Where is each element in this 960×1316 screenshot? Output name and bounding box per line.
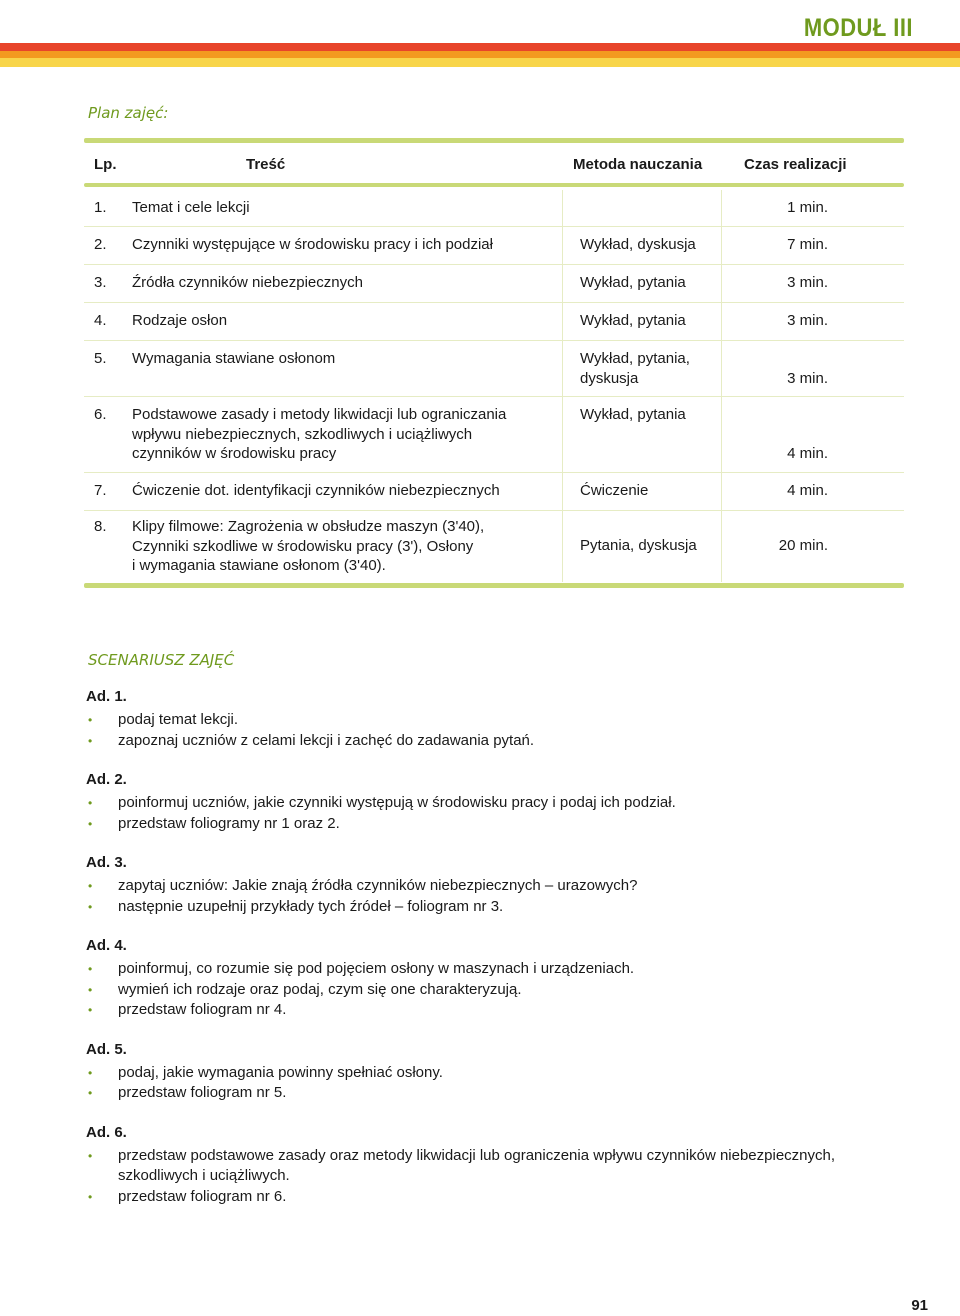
row-number: 6. xyxy=(94,406,107,423)
row-number: 8. xyxy=(94,518,107,535)
table-header xyxy=(84,156,904,176)
row-time: 3 min. xyxy=(787,312,828,329)
row-method-line: Wykład, dyskusja xyxy=(580,236,696,253)
list-item-text: poinformuj uczniów, jakie czynniki występują w środowisku pracy i podaj ich podział. xyxy=(118,794,676,811)
list-item-text: zapytaj uczniów: Jakie znają źródła czynników niebezpiecznych – urazowych? xyxy=(118,877,638,894)
bullet-icon: • xyxy=(88,899,93,914)
table-row xyxy=(84,397,904,473)
header-stripe-red xyxy=(0,43,960,51)
list-item xyxy=(86,959,886,980)
scenario-bullet-list xyxy=(86,876,886,917)
row-topic-line: i wymagania stawiane osłonom (3'40). xyxy=(132,557,386,574)
list-item xyxy=(86,876,886,897)
row-method-line: Wykład, pytania xyxy=(580,406,686,423)
row-topic xyxy=(132,349,542,369)
table-row xyxy=(84,473,904,511)
row-number: 7. xyxy=(94,482,107,499)
list-item xyxy=(86,814,886,835)
row-topic xyxy=(132,517,542,576)
row-method-line: dyskusja xyxy=(580,369,639,387)
list-item xyxy=(86,1146,886,1187)
header-stripe-yellow xyxy=(0,58,960,67)
row-method xyxy=(580,273,720,293)
row-topic xyxy=(132,405,542,464)
scenario-content xyxy=(86,688,886,1207)
list-item xyxy=(86,897,886,918)
row-topic xyxy=(132,311,542,331)
list-item-text: przedstaw foliogram nr 6. xyxy=(118,1187,287,1205)
list-item-text: podaj, jakie wymagania powinny spełniać osłony. xyxy=(118,1063,443,1081)
scenario-bullet-list xyxy=(86,710,886,751)
row-topic-line: Rodzaje osłon xyxy=(132,312,228,329)
row-method xyxy=(580,235,720,255)
bullet-icon: • xyxy=(88,879,93,893)
row-time: 1 min. xyxy=(787,199,828,216)
plan-heading: Plan zajęć: xyxy=(88,104,169,122)
table-row xyxy=(84,265,904,303)
column-header-lp: Lp. xyxy=(94,156,117,173)
column-header-tresc: Treść xyxy=(246,156,286,173)
list-item-text: przedstaw podstawowe zasady oraz metody likwidacji lub ograniczenia wpływu czynników niebezpiecznych, szkodliwych i uciążliwych. xyxy=(118,1146,836,1184)
page-number: 91 xyxy=(911,1297,928,1314)
bullet-icon: • xyxy=(88,816,93,831)
scenario-bullet-list xyxy=(86,1063,886,1104)
scenario-section-title: Ad. 3. xyxy=(86,854,127,871)
column-header-metoda: Metoda nauczania xyxy=(573,156,703,173)
bullet-icon: • xyxy=(88,1086,93,1100)
row-method xyxy=(580,405,720,425)
table-row xyxy=(84,227,904,265)
list-item xyxy=(86,1063,886,1084)
row-topic-line: Temat i cele lekcji xyxy=(132,199,250,216)
row-topic xyxy=(132,198,542,218)
bullet-icon: • xyxy=(88,1003,93,1017)
bullet-icon: • xyxy=(88,796,93,810)
row-topic-line: wpływu niebezpiecznych, szkodliwych i uciążliwych xyxy=(132,425,473,443)
list-item-text: poinformuj, co rozumie się pod pojęciem osłony w maszynach i urządzeniach. xyxy=(118,960,635,977)
table-row xyxy=(84,511,904,583)
row-topic-line: czynników w środowisku pracy xyxy=(132,445,337,462)
list-item xyxy=(86,1000,886,1021)
row-topic-line: Czynniki występujące w środowisku pracy i ich podział xyxy=(132,236,493,253)
bullet-icon: • xyxy=(88,962,93,976)
scenario-section-title: Ad. 2. xyxy=(86,771,127,788)
bullet-icon: • xyxy=(88,982,93,997)
list-item-text: zapoznaj uczniów z celami lekcji i zachęć do zadawania pytań. xyxy=(118,731,535,749)
list-item-text: przedstaw foliogramy nr 1 oraz 2. xyxy=(118,814,340,832)
row-topic-line: Podstawowe zasady i metody likwidacji lub ograniczania xyxy=(132,406,507,423)
list-item-text: przedstaw foliogram nr 4. xyxy=(118,1001,287,1018)
row-time: 20 min. xyxy=(778,537,828,554)
bullet-icon: • xyxy=(88,733,93,748)
row-topic-line: Źródła czynników niebezpiecznych xyxy=(132,274,363,291)
scenario-heading: SCENARIUSZ ZAJĘĆ xyxy=(88,651,235,669)
row-number: 3. xyxy=(94,274,107,291)
table-top-rule xyxy=(84,138,904,143)
row-topic xyxy=(132,273,542,293)
row-method xyxy=(580,481,720,501)
scenario-section-title: Ad. 6. xyxy=(86,1123,127,1141)
table-row xyxy=(84,303,904,341)
row-method-line: Pytania, dyskusja xyxy=(580,537,697,554)
row-method-line: Wykład, pytania xyxy=(580,312,686,329)
row-topic xyxy=(132,481,542,501)
row-topic-line: Czynniki szkodliwe w środowisku pracy (3'), Osłony xyxy=(132,537,474,555)
scenario-section-title: Ad. 1. xyxy=(86,688,127,705)
header-stripe-orange xyxy=(0,51,960,58)
row-method-line: Ćwiczenie xyxy=(580,482,649,499)
list-item xyxy=(86,710,886,731)
row-topic-line: Klipy filmowe: Zagrożenia w obsłudze maszyn (3'40), xyxy=(132,518,485,535)
row-method xyxy=(580,536,720,556)
row-number: 5. xyxy=(94,350,107,367)
scenario-bullet-list xyxy=(86,793,886,834)
list-item xyxy=(86,980,886,1001)
list-item xyxy=(86,1187,886,1208)
module-title: MODUŁ III xyxy=(803,14,913,42)
list-item-text: wymień ich rodzaje oraz podaj, czym się one charakteryzują. xyxy=(118,980,522,998)
row-number: 4. xyxy=(94,312,107,329)
row-number: 1. xyxy=(94,199,107,216)
table-row xyxy=(84,341,904,397)
list-item xyxy=(86,793,886,814)
row-time: 3 min. xyxy=(787,274,828,291)
list-item xyxy=(86,1083,886,1104)
row-method-line: Wykład, pytania xyxy=(580,274,686,291)
row-time: 7 min. xyxy=(787,236,828,253)
scenario-section-title: Ad. 5. xyxy=(86,1040,127,1058)
table-row xyxy=(84,190,904,227)
row-time: 3 min. xyxy=(787,370,828,387)
table-bottom-rule xyxy=(84,583,904,588)
bullet-icon: • xyxy=(88,1148,93,1163)
row-topic-line: Wymagania stawiane osłonom xyxy=(132,350,336,367)
scenario-bullet-list xyxy=(86,1146,886,1208)
list-item-text: następnie uzupełnij przykłady tych źródeł – foliogram nr 3. xyxy=(118,897,504,915)
row-topic xyxy=(132,235,542,255)
bullet-icon: • xyxy=(88,1189,93,1204)
scenario-bullet-list xyxy=(86,959,886,1021)
list-item xyxy=(86,731,886,752)
scenario-section-title: Ad. 4. xyxy=(86,937,127,954)
row-number: 2. xyxy=(94,236,107,253)
row-method xyxy=(580,349,720,388)
bullet-icon: • xyxy=(88,713,93,727)
row-method-line: Wykład, pytania, xyxy=(580,350,690,367)
row-topic-line: Ćwiczenie dot. identyfikacji czynników niebezpiecznych xyxy=(132,482,500,499)
row-method xyxy=(580,311,720,331)
row-time: 4 min. xyxy=(787,445,828,462)
list-item-text: przedstaw foliogram nr 5. xyxy=(118,1084,287,1101)
list-item-text: podaj temat lekcji. xyxy=(118,711,239,728)
bullet-icon: • xyxy=(88,1065,93,1080)
table-header-rule xyxy=(84,183,904,187)
row-time: 4 min. xyxy=(787,482,828,499)
column-header-czas: Czas realizacji xyxy=(744,156,847,173)
